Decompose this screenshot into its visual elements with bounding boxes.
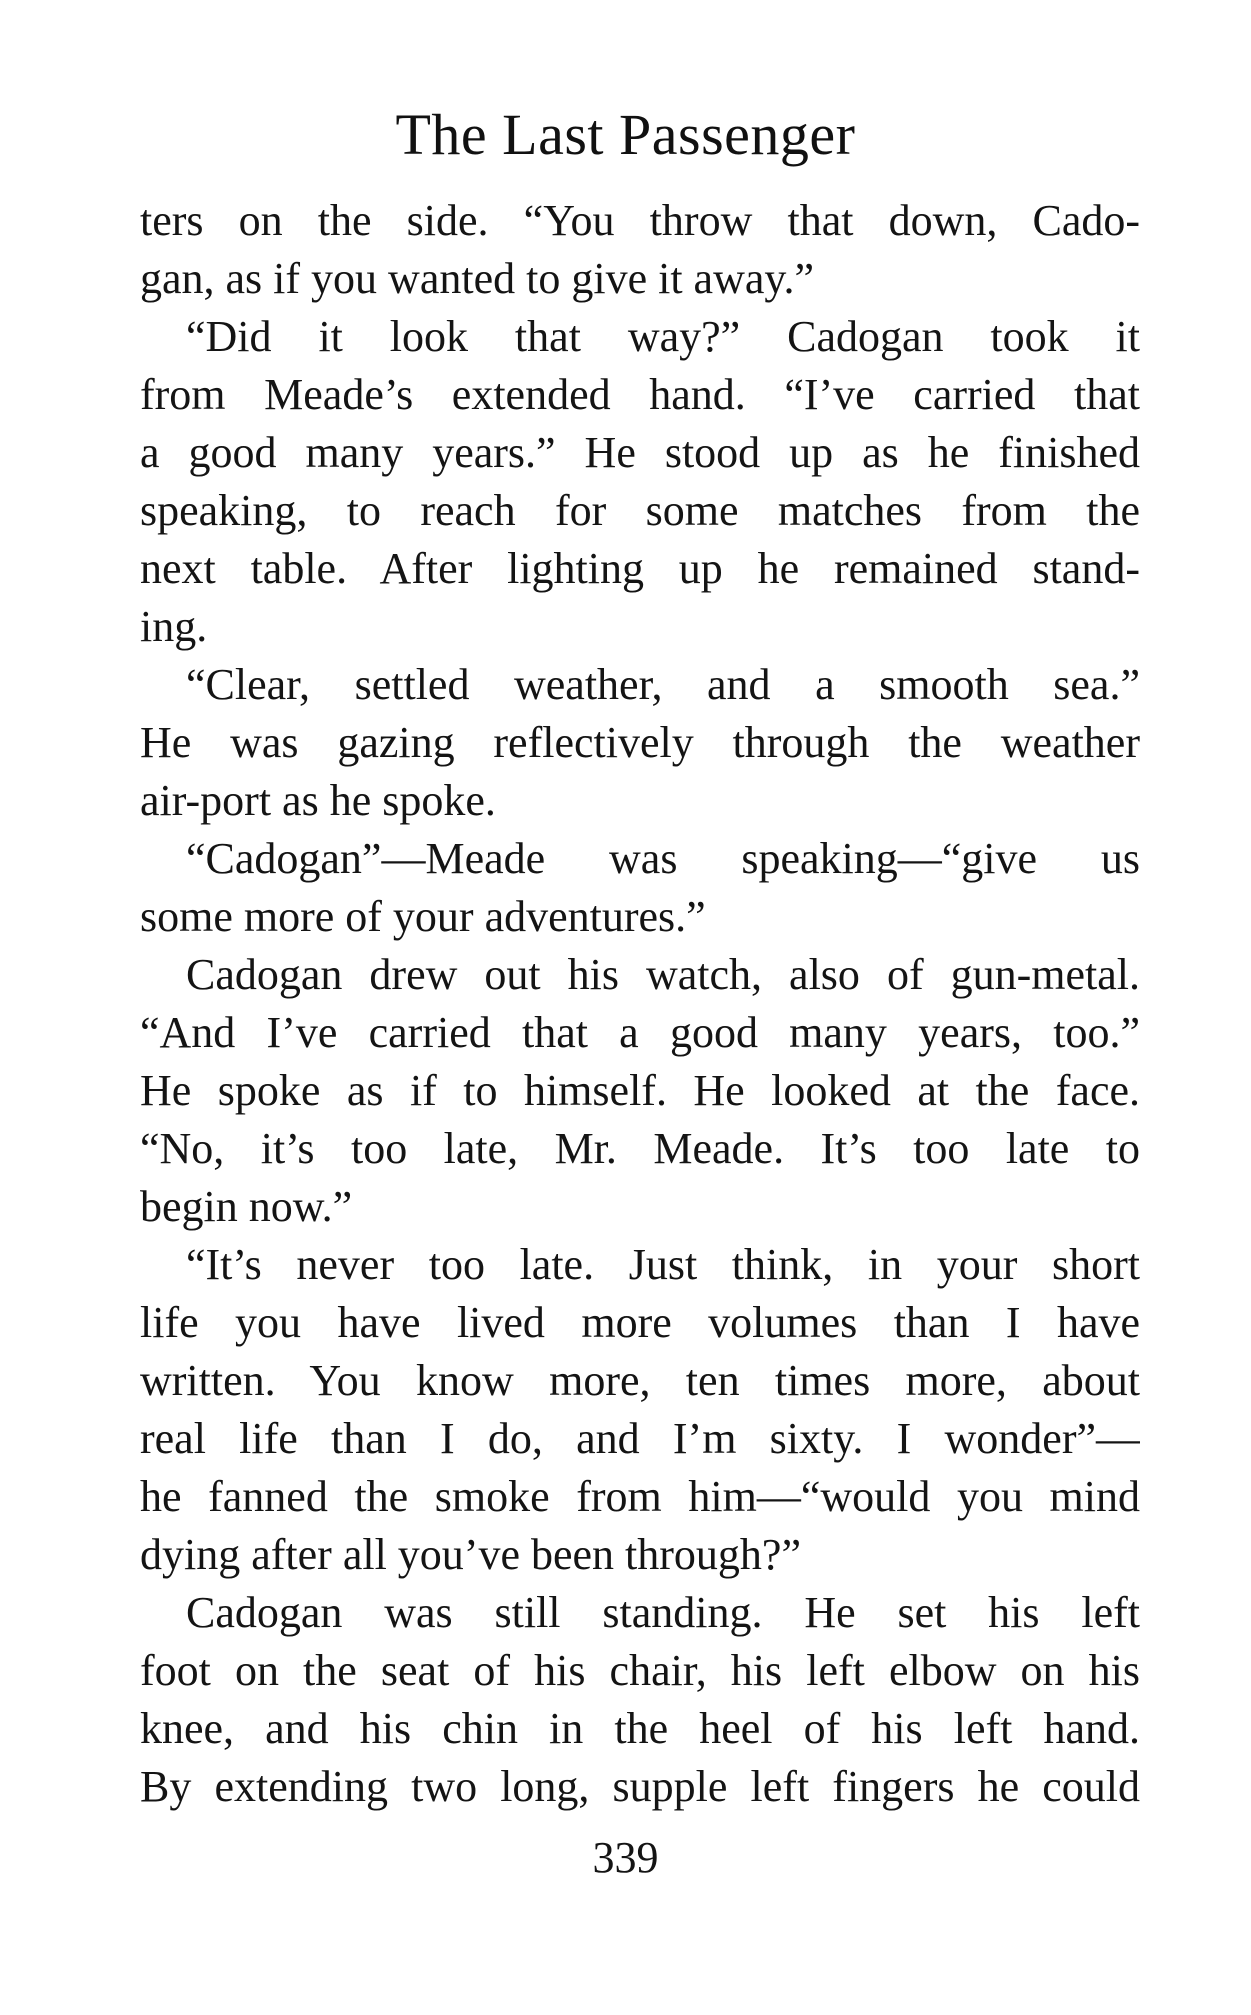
- text-line: “Cadogan”—Meade was speaking—“give us: [186, 834, 1140, 883]
- text-line: foot on the seat of his chair, his left elbow on his: [140, 1646, 1140, 1695]
- text-line: next table. After lighting up he remained stand-: [140, 544, 1140, 593]
- text-line: Cadogan drew out his watch, also of gun-metal.: [186, 950, 1140, 999]
- text-line: knee, and his chin in the heel of his left hand.: [140, 1704, 1140, 1753]
- text-line: ters on the side. “You throw that down, Cado-: [140, 196, 1140, 245]
- text-line: “Clear, settled weather, and a smooth sea.”: [186, 660, 1140, 709]
- text-line: He spoke as if to himself. He looked at the face.: [140, 1066, 1140, 1115]
- text-line: gan, as if you wanted to give it away.”: [140, 254, 815, 303]
- text-line: written. You know more, ten times more, about: [140, 1356, 1140, 1405]
- text-line: dying after all you’ve been through?”: [140, 1530, 801, 1579]
- text-line: some more of your adventures.”: [140, 892, 706, 941]
- text-line: air-port as he spoke.: [140, 776, 496, 825]
- text-line: begin now.”: [140, 1182, 353, 1231]
- running-head: The Last Passenger: [395, 102, 856, 167]
- text-line: ing.: [140, 602, 208, 651]
- body-text: [140, 192, 1140, 1816]
- text-line: “And I’ve carried that a good many years, too.”: [140, 1008, 1140, 1057]
- text-line: speaking, to reach for some matches from the: [140, 486, 1140, 535]
- text-line: Cadogan was still standing. He set his left: [186, 1588, 1140, 1637]
- text-line: “No, it’s too late, Mr. Meade. It’s too late to: [140, 1124, 1140, 1173]
- text-line: he fanned the smoke from him—“would you mind: [140, 1472, 1140, 1521]
- text-line: He was gazing reflectively through the weather: [140, 718, 1140, 767]
- text-line: life you have lived more volumes than I have: [140, 1298, 1140, 1347]
- text-line: real life than I do, and I’m sixty. I wonder”—: [140, 1414, 1140, 1463]
- text-line: “It’s never too late. Just think, in your short: [186, 1240, 1140, 1289]
- text-line: “Did it look that way?” Cadogan took it: [186, 312, 1140, 361]
- text-line: from Meade’s extended hand. “I’ve carried that: [140, 370, 1140, 419]
- page-number: 339: [592, 1833, 659, 1882]
- text-line: a good many years.” He stood up as he finished: [140, 428, 1140, 477]
- text-line: By extending two long, supple left fingers he could: [140, 1762, 1140, 1811]
